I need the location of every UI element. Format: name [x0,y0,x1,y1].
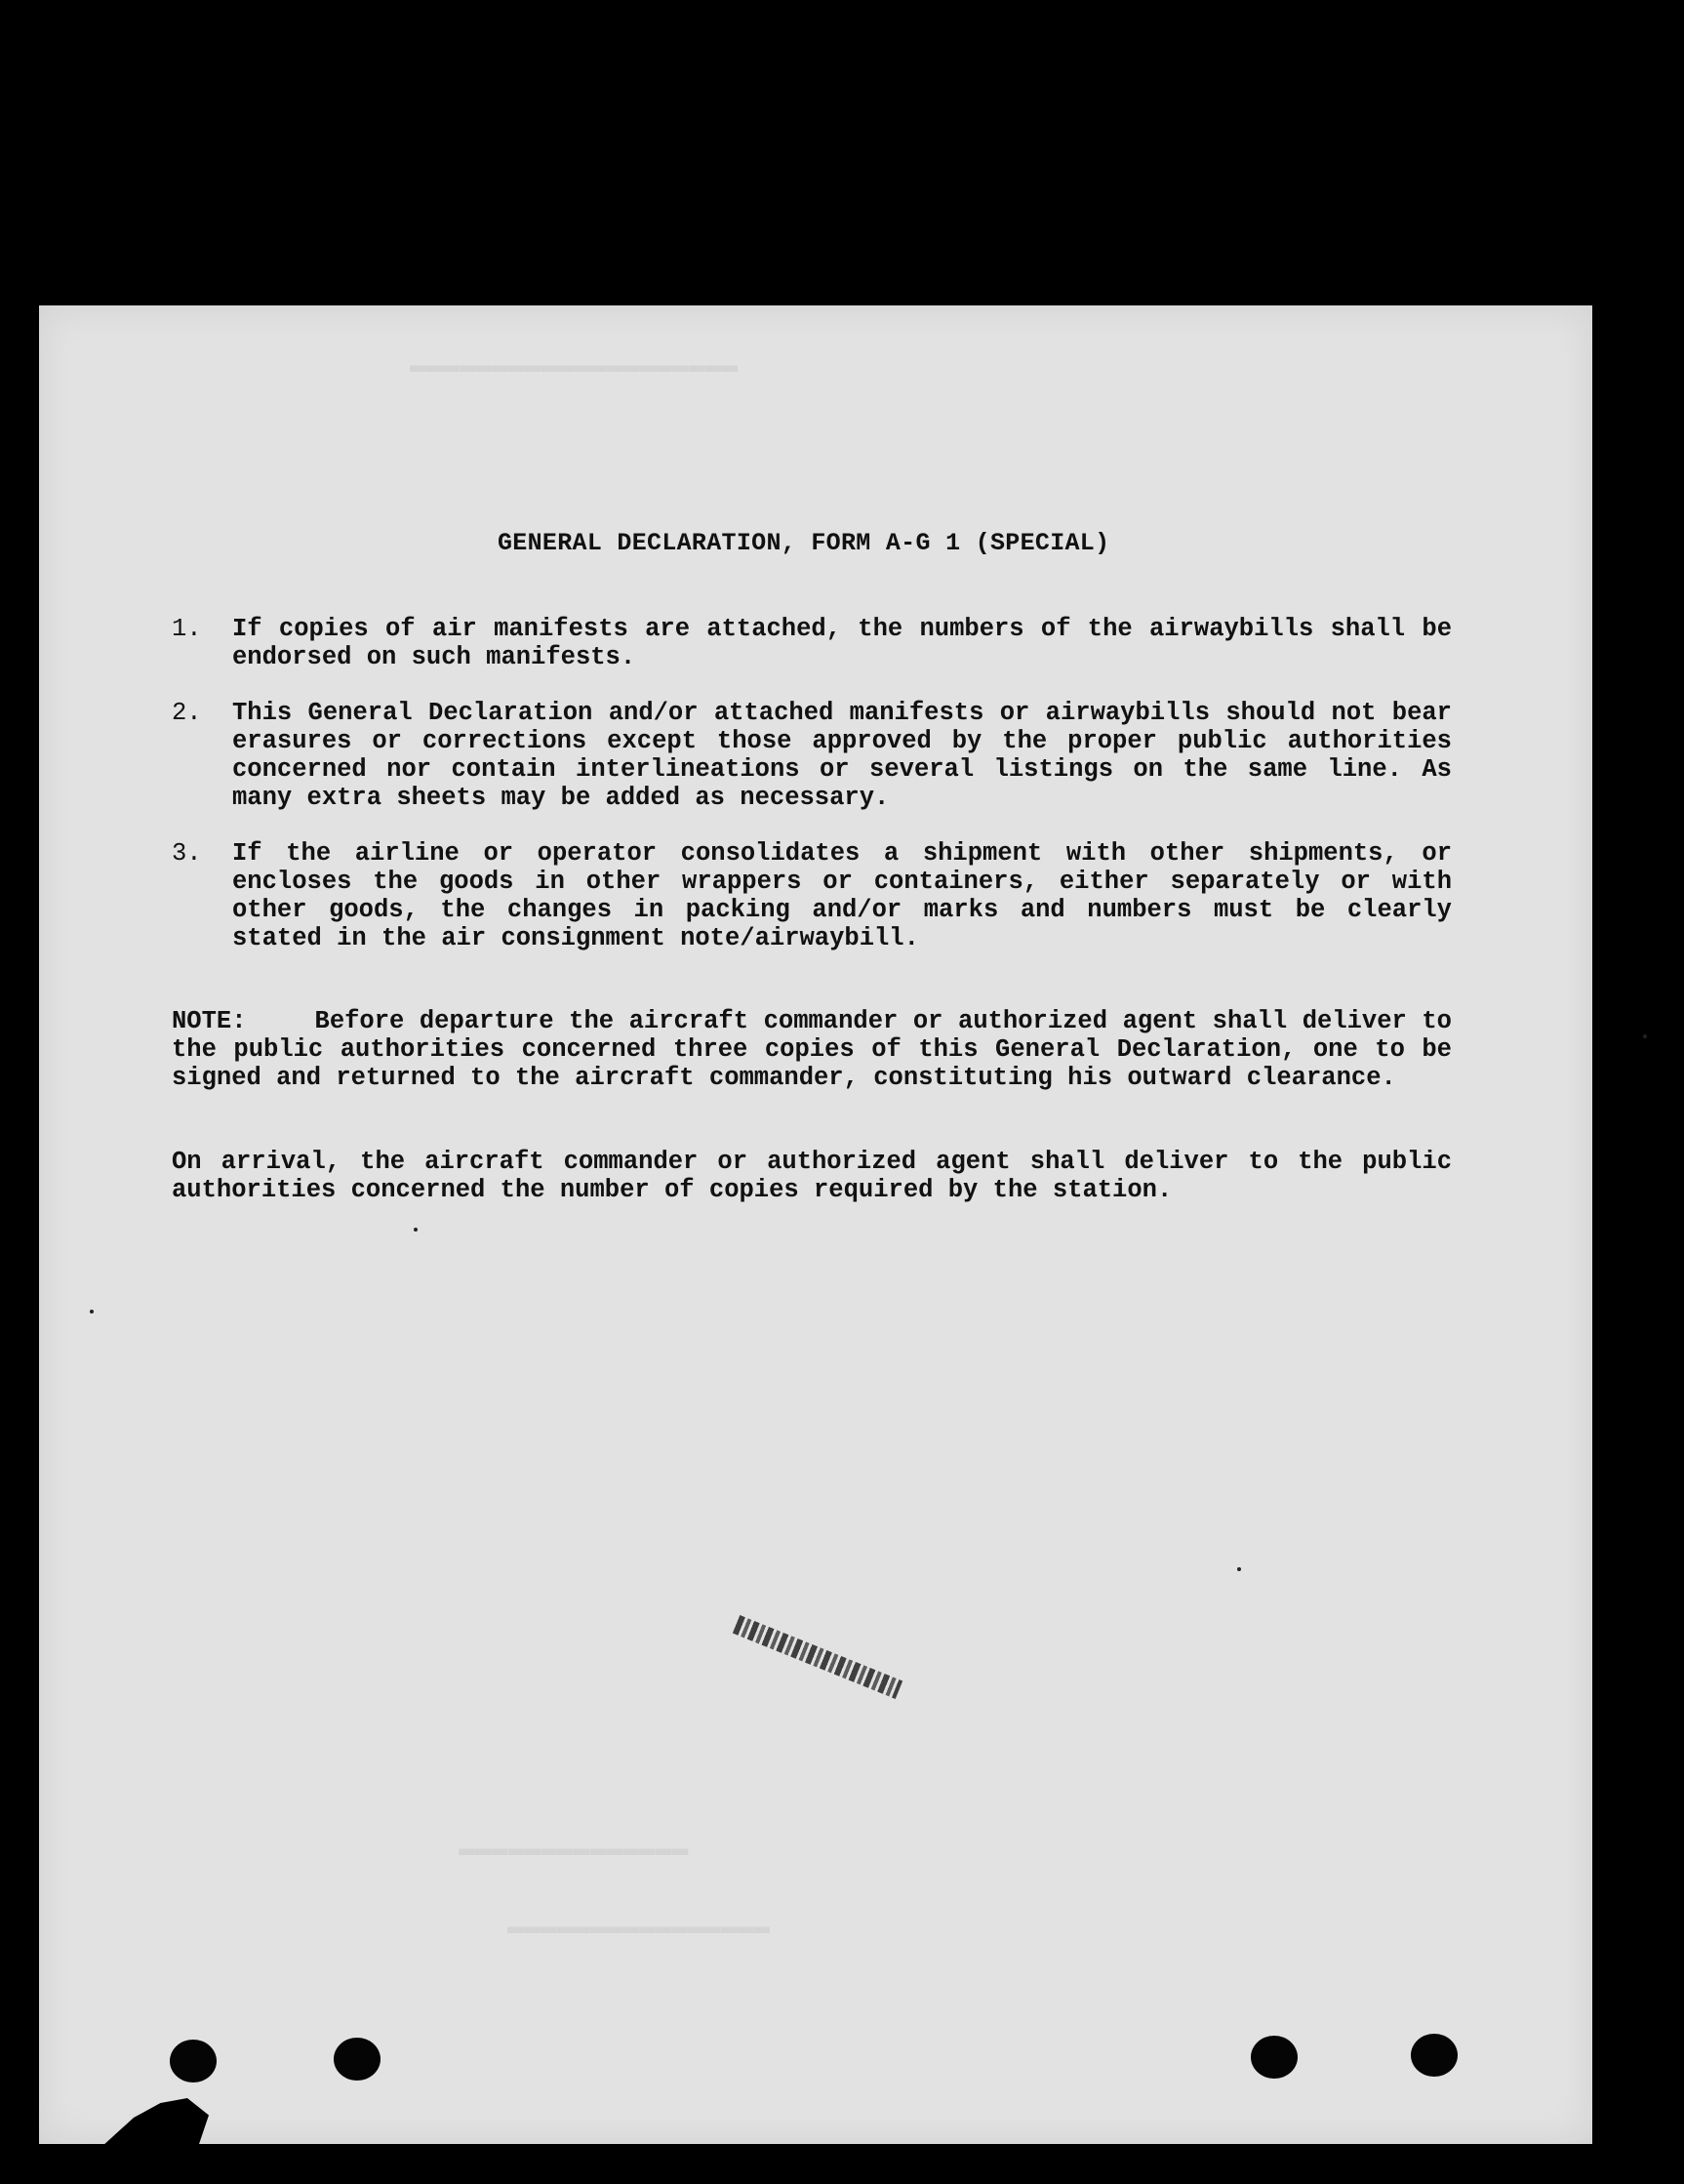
punch-hole [1251,2036,1298,2079]
bleed-through-mark: ▬▬▬▬▬▬▬▬▬▬▬▬▬▬▬▬▬▬▬▬ [410,351,739,382]
instruction-item-3 [172,839,1469,956]
dust-speck [90,1310,94,1314]
dust-speck [414,1228,418,1232]
note-text: Before departure the aircraft commander or authorized agent shall deliver to the public authorities concerned three copies of this General Declaration, one to be signed and returned to the aircraft commander, constituting his outward clearance. [172,1007,1452,1092]
arrival-note: On arrival, the aircraft commander or authorized agent shall deliver to the public authorities concerned the number of copies required by the station. [172,1148,1452,1204]
bleed-through-mark: ▬▬▬▬▬▬▬▬▬▬▬▬▬▬ [459,1835,689,1865]
bleed-through-mark: ▬▬▬▬▬▬▬▬▬▬▬▬▬▬▬▬ [507,1913,770,1943]
dust-speck [1643,1034,1647,1038]
document-title: GENERAL DECLARATION, FORM A-G 1 (SPECIAL) [498,529,1110,557]
item-text: If the airline or operator consolidates a shipment with other shipments, or encloses the goods in other wrappers or containers, either separately or with other goods, the changes in packing and/or marks and numbers must be clearly stated in the air consignment note/airwaybill. [232,839,1452,952]
paper-sheet [39,305,1592,2144]
punch-hole [170,2040,217,2083]
item-number: 2. [172,699,202,727]
note-label: NOTE: [172,1007,247,1035]
item-text: This General Declaration and/or attached manifests or airwaybills should not bear erasures or corrections except those approved by the proper public authorities concerned nor contain interlineations or several listings on the same line. As many extra sheets may be added as necessary. [232,699,1452,812]
item-number: 1. [172,615,202,643]
punch-hole [1411,2034,1458,2077]
instruction-item-1 [172,615,1469,673]
item-text: If copies of air manifests are attached, the numbers of the airwaybills shall be endorsed on such manifests. [232,615,1452,671]
punch-hole [334,2038,381,2081]
instruction-item-2 [172,699,1469,816]
dust-speck [1237,1567,1241,1571]
item-number: 3. [172,839,202,868]
departure-note [172,1007,1452,1092]
